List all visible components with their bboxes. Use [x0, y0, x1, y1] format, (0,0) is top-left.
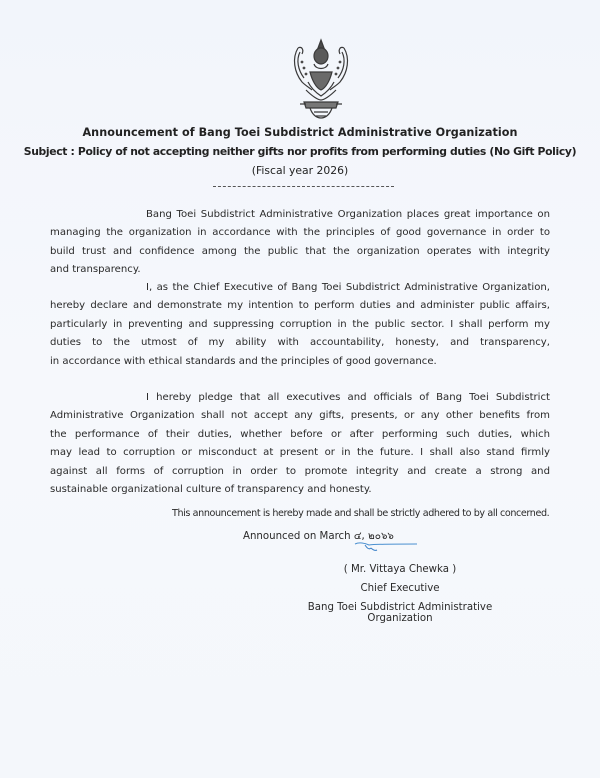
paragraph-line: Administrative Organization shall not accept any gifts, presents, or any other benefits from: [50, 410, 550, 422]
paragraph-line: the performance of their duties, whether before or after performing such duties, which: [50, 428, 550, 440]
paragraph-line: managing the organization in accordance with the principles of good governance in order to: [50, 227, 550, 239]
fiscal-year: (Fiscal year 2026): [251, 164, 349, 177]
garuda-emblem-icon: [290, 38, 352, 122]
paragraph-line: hereby declare and demonstrate my intention to perform duties and administer public affairs,: [50, 300, 550, 312]
paragraph-line: I, as the Chief Executive of Bang Toei Subdistrict Administrative Organization,: [146, 282, 550, 293]
paragraph-line: sustainable organizational culture of transparency and honesty.: [50, 483, 372, 495]
paragraph-line: against all forms of corruption in order to promote integrity and create a strong and: [50, 465, 550, 477]
closing-statement: This announcement is hereby made and shall be strictly adhered to by all concerned.: [172, 508, 550, 519]
paragraph-line: I hereby pledge that all executives and officials of Bang Toei Subdistrict: [146, 392, 550, 403]
signatory-position: Chief Executive: [360, 583, 440, 594]
signatory-organization: Bang Toei Subdistrict Administrative Organization: [307, 602, 493, 624]
paragraph-line: in accordance with ethical standards and the principles of good governance.: [50, 355, 437, 367]
paragraph-line: duties to the utmost of my ability with accountability, honesty, and transparency,: [50, 337, 550, 349]
paragraph-line: particularly in preventing and suppressing corruption in the public sector. I shall perform my: [50, 318, 550, 330]
paragraph-2: [50, 279, 550, 371]
document-title: Announcement of Bang Toei Subdistrict Administrative Organization: [82, 126, 518, 139]
announcement-date: Announced on March ๔, ๒๐๖๖: [243, 531, 394, 542]
signature-icon: [345, 536, 420, 556]
paragraph-line: Bang Toei Subdistrict Administrative Organization places great importance on: [146, 209, 550, 220]
signatory-name: ( Mr. Vittaya Chewka ): [343, 564, 457, 575]
paragraph-line: and transparency.: [50, 264, 141, 276]
paragraph-line: may lead to corruption or misconduct at present or in the future. I shall also stand firmly: [50, 447, 550, 459]
title-divider: [213, 186, 394, 187]
paragraph-3: [50, 389, 550, 499]
document-subject: Subject : Policy of not accepting neither gifts nor profits from performing duties (No Gift Policy): [23, 145, 577, 158]
paragraph-line: build trust and confidence among the public that the organization operates with integrity: [50, 245, 550, 257]
paragraph-1: [50, 206, 550, 280]
